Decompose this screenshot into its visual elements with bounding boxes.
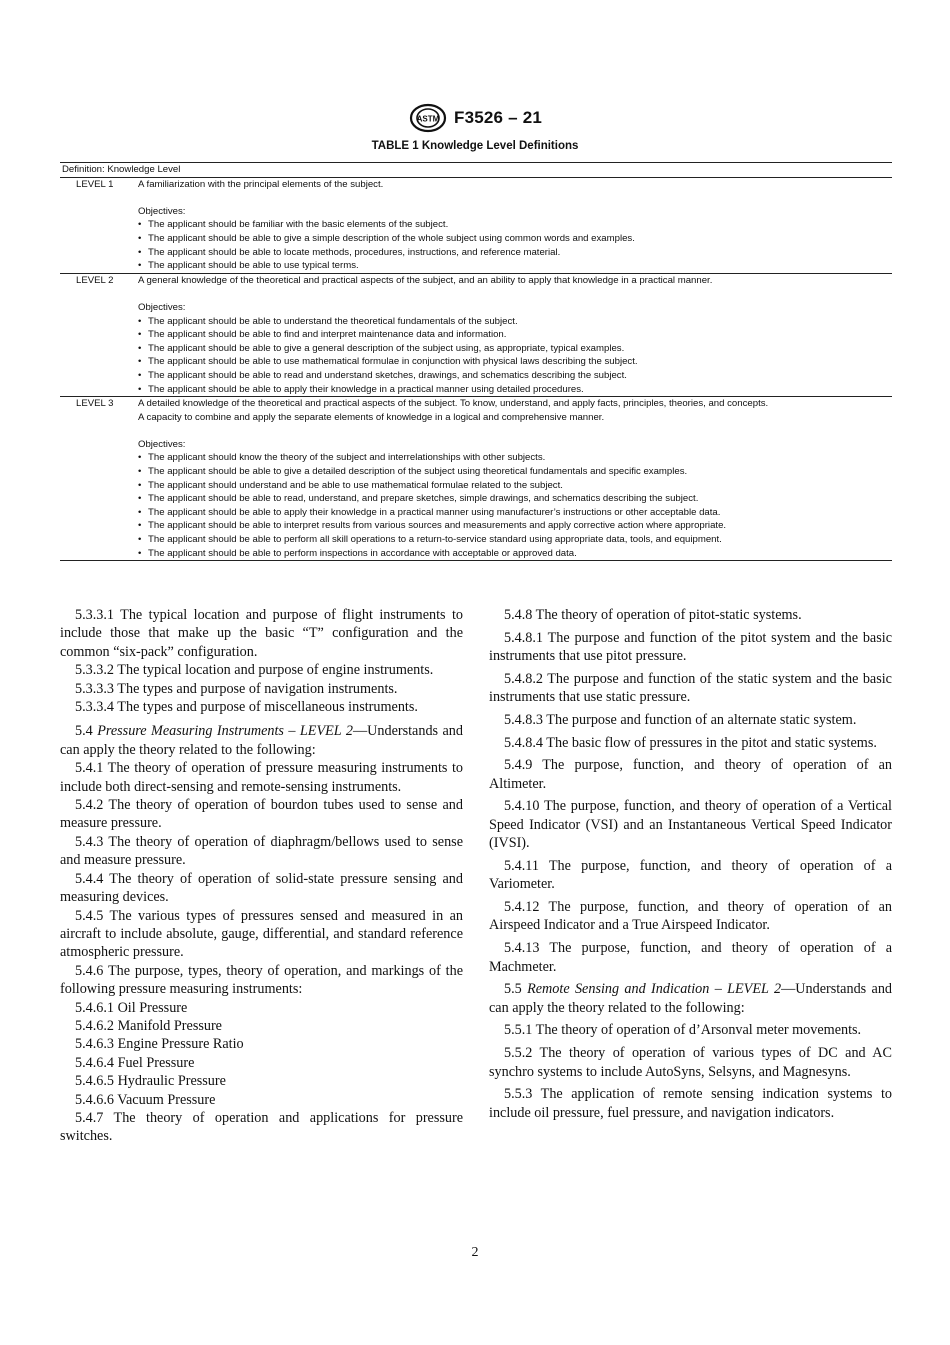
level-name: LEVEL 2	[76, 274, 114, 286]
objectives-label: Objectives:	[138, 205, 186, 217]
paragraph-5-4-1: 5.4.1 The theory of operation of pressure measuring instruments to include both direct-sensing and remote-sensing instruments.	[60, 760, 463, 795]
paragraph-5-4-6-6: 5.4.6.6 Vacuum Pressure	[75, 1091, 216, 1108]
paragraph-5-4-6: 5.4.6 The purpose, types, theory of operation, and markings of the following pressure measuring instruments:	[60, 962, 463, 998]
astm-logo-text: ASTM	[416, 114, 440, 124]
level-definition	[138, 178, 892, 273]
objective-item: • The applicant should be familiar with the basic elements of the subject.	[138, 218, 892, 232]
paragraph-5-4-4: 5.4.4 The theory of operation of solid-state pressure sensing and measuring devices.	[60, 870, 463, 906]
paragraph-5-4-13: 5.4.13 The purpose, function, and theory of operation of a Machmeter.	[489, 940, 892, 975]
paragraph-5-4-8: 5.4.8 The theory of operation of pitot-static systems.	[504, 607, 802, 623]
section-intro: —Understands and can apply the theory related to the following:	[489, 981, 893, 1016]
objective-item: • The applicant should be able to give a detailed description of the subject using theoretical fundamentals and specific examples.	[138, 465, 892, 479]
section-title: Pressure Measuring Instruments – LEVEL 2	[97, 723, 353, 740]
level-name: LEVEL 3	[76, 398, 114, 410]
paragraph-5-4-8-4: 5.4.8.4 The basic flow of pressures in the pitot and static systems.	[504, 734, 877, 751]
paragraph-5-4-6-2: 5.4.6.2 Manifold Pressure	[75, 1017, 222, 1034]
objectives-label: Objectives:	[138, 301, 186, 313]
level-description: A capacity to combine and apply the separate elements of knowledge in a logical and comprehensive manner.	[138, 411, 605, 423]
paragraph-5-5-2: 5.5.2 The theory of operation of various types of DC and AC synchro systems to include AutoSyns, Selsyns, and Magnesyns.	[489, 1045, 892, 1080]
level-description: A detailed knowledge of the theoretical and practical aspects of the subject. To know, understand, and apply facts, principles, theories, and concepts.	[138, 398, 769, 410]
section-title: Remote Sensing and Indication – LEVEL 2	[527, 981, 782, 998]
knowledge-level-table	[60, 162, 892, 561]
section-number: 5.4	[75, 723, 93, 740]
objective-item: • The applicant should be able to read and understand sketches, drawings, and schematics describing the subject.	[138, 369, 892, 383]
table-row-level-1	[60, 178, 892, 274]
objective-item: • The applicant should be able to apply their knowledge in a practical manner using manufacturer’s instructions or other acceptable data.	[138, 506, 892, 520]
objective-item: • The applicant should be able to give a general description of the subject using, as appropriate, typical examples.	[138, 342, 892, 356]
body-columns	[60, 606, 892, 1146]
level-description: A general knowledge of the theoretical and practical aspects of the subject, and an ability to apply that knowledge in a practical manner.	[138, 274, 713, 286]
paragraph-5-4-7: 5.4.7 The theory of operation and applications for pressure switches.	[60, 1109, 463, 1145]
level-name: LEVEL 1	[76, 178, 114, 190]
objective-item: • The applicant should be able to interpret results from various sources and measurements and apply corrective action where appropriate.	[138, 519, 892, 533]
paragraph-5-4-8-3: 5.4.8.3 The purpose and function of an alternate static system.	[504, 711, 857, 728]
level-definition	[138, 274, 892, 396]
page-header	[0, 103, 950, 133]
paragraph-5-4-5: 5.4.5 The various types of pressures sensed and measured in an aircraft to include absolute, gauge, differential, and standard reference atmospheric pressure.	[60, 907, 463, 961]
paragraph-5-3-3-2: 5.3.3.2 The typical location and purpose of engine instruments.	[75, 662, 434, 679]
objective-item: • The applicant should know the theory of the subject and interrelationships with other subjects.	[138, 451, 892, 465]
paragraph-5-5-3: 5.5.3 The application of remote sensing indication systems to include oil pressure, fuel pressure, and navigation indicators.	[489, 1086, 892, 1121]
table-row-level-3	[60, 397, 892, 560]
objective-item: • The applicant should be able to use typical terms.	[138, 259, 892, 273]
table-title: TABLE 1 Knowledge Level Definitions	[371, 140, 579, 152]
document-id: F3526 – 21	[453, 108, 542, 127]
section-5-4-heading	[60, 722, 463, 759]
paragraph-5-3-3-1: 5.3.3.1 The typical location and purpose of flight instruments to include those that make up the basic “T” configuration and the common “six-pack” configuration.	[60, 607, 463, 660]
objective-item: • The applicant should be able to perform all skill operations to a return-to-service standard using appropriate data, tools, and equipment.	[138, 533, 892, 547]
paragraph-5-4-9: 5.4.9 The purpose, function, and theory of operation of an Altimeter.	[489, 757, 892, 792]
page-number: 2	[471, 1245, 479, 1260]
objective-item: • The applicant should understand and be able to use mathematical formulae related to the subject.	[138, 479, 892, 493]
paragraph-5-4-6-4: 5.4.6.4 Fuel Pressure	[75, 1054, 195, 1071]
paragraph-5-3-3-3: 5.3.3.3 The types and purpose of navigation instruments.	[75, 680, 398, 697]
objective-item: • The applicant should be able to give a simple description of the whole subject using common words and examples.	[138, 232, 892, 246]
paragraph-5-4-8-1: 5.4.8.1 The purpose and function of the pitot system and the basic instruments that use pitot pressure.	[489, 629, 892, 665]
paragraph-5-4-10: 5.4.10 The purpose, function, and theory of operation of a Vertical Speed Indicator (VSI) and an Instantaneous Vertical Speed Indicator (IVSI).	[489, 798, 892, 852]
section-number: 5.5	[504, 981, 522, 998]
objective-item: • The applicant should be able to read, understand, and prepare sketches, simple drawings, and schematics describing the subject.	[138, 492, 892, 506]
objective-item: • The applicant should be able to use mathematical formulae in conjunction with physical laws describing the subject.	[138, 355, 892, 369]
paragraph-5-4-8-2: 5.4.8.2 The purpose and function of the static system and the basic instruments that use static pressure.	[489, 670, 892, 706]
right-column	[489, 606, 892, 1146]
table-row-level-2	[60, 274, 892, 397]
objective-item: • The applicant should be able to find and interpret maintenance data and information.	[138, 328, 892, 342]
objectives-label: Objectives:	[138, 438, 186, 450]
paragraph-5-4-6-5: 5.4.6.5 Hydraulic Pressure	[75, 1073, 226, 1090]
paragraph-5-3-3-4: 5.3.3.4 The types and purpose of miscellaneous instruments.	[75, 699, 418, 716]
section-5-5-heading	[489, 980, 892, 1017]
astm-logo-icon	[408, 103, 448, 133]
objective-item: • The applicant should be able to apply their knowledge in a practical manner using detailed procedures.	[138, 383, 892, 397]
objective-item: • The applicant should be able to understand the theoretical fundamentals of the subject.	[138, 315, 892, 329]
level-definition	[138, 397, 892, 560]
objective-item: • The applicant should be able to perform inspections in accordance with acceptable or approved data.	[138, 547, 892, 561]
paragraph-5-4-11: 5.4.11 The purpose, function, and theory of operation of a Variometer.	[489, 857, 892, 893]
level-description: A familiarization with the principal elements of the subject.	[138, 178, 384, 190]
paragraph-5-4-6-3: 5.4.6.3 Engine Pressure Ratio	[75, 1036, 244, 1053]
left-column	[60, 606, 463, 1146]
paragraph-5-4-6-1: 5.4.6.1 Oil Pressure	[75, 999, 188, 1016]
section-intro: —Understands and can apply the theory related to the following:	[60, 723, 463, 758]
table-header: Definition: Knowledge Level	[60, 163, 892, 178]
objective-item: • The applicant should be able to locate methods, procedures, instructions, and reference material.	[138, 246, 892, 260]
paragraph-5-5-1: 5.5.1 The theory of operation of d’Arsonval meter movements.	[504, 1022, 862, 1039]
paragraph-5-4-12: 5.4.12 The purpose, function, and theory of operation of an Airspeed Indicator and a True Airspeed Indicator.	[489, 899, 892, 934]
paragraph-5-4-3: 5.4.3 The theory of operation of diaphragm/bellows used to sense and measure pressure.	[60, 833, 463, 869]
paragraph-5-4-2: 5.4.2 The theory of operation of bourdon tubes used to sense and measure pressure.	[60, 797, 463, 832]
